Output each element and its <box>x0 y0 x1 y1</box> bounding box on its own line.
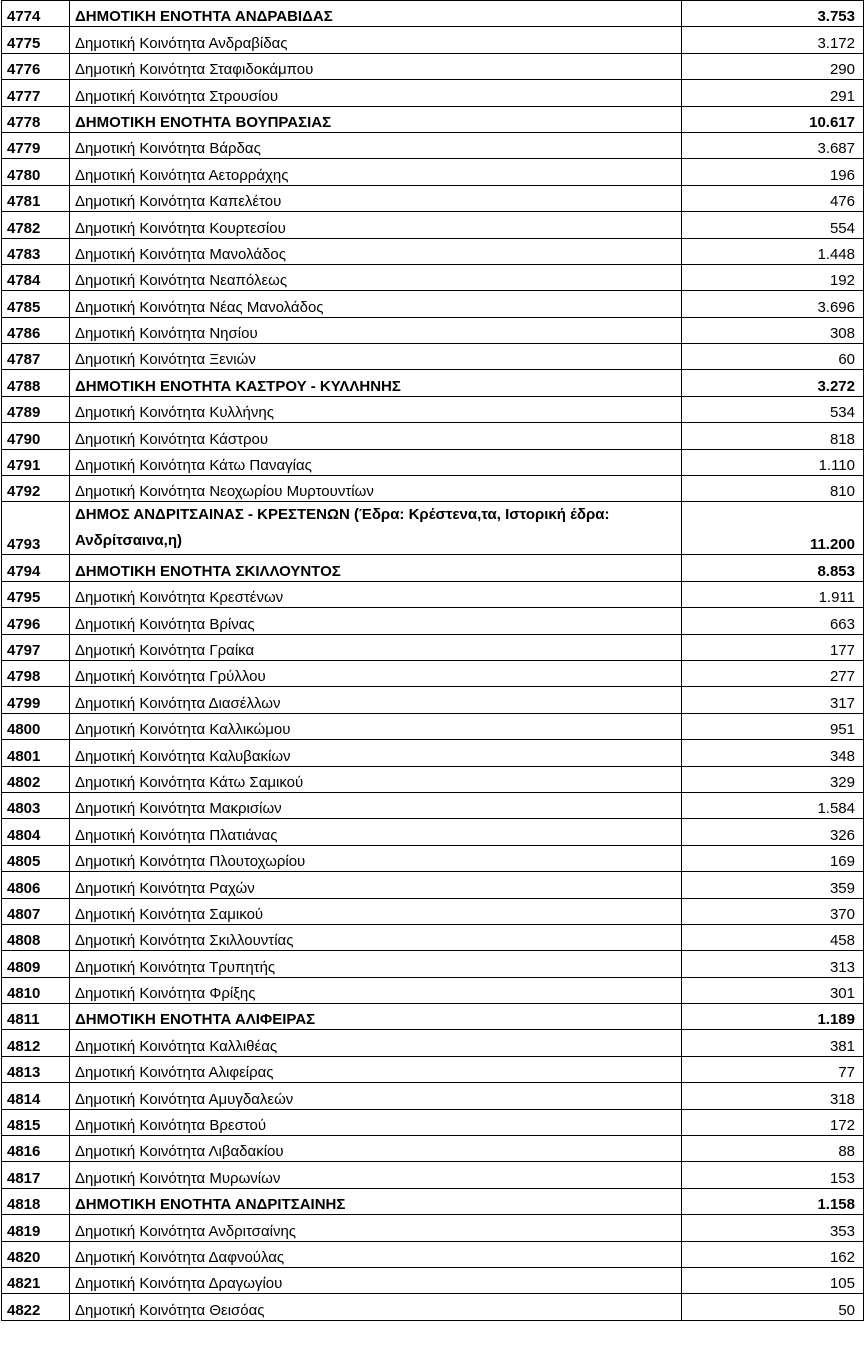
row-population: 291 <box>682 80 864 106</box>
row-code: 4777 <box>2 80 70 106</box>
row-population: 554 <box>682 212 864 238</box>
row-name: Δημοτική Κοινότητα Κρεστένων <box>70 581 682 607</box>
row-name: Δημοτική Κοινότητα Κυλλήνης <box>70 396 682 422</box>
table-row <box>2 396 864 422</box>
row-population: 370 <box>682 898 864 924</box>
table-row <box>2 291 864 317</box>
table-row <box>2 792 864 818</box>
row-name: Δημοτική Κοινότητα Μακρισίων <box>70 792 682 818</box>
table-row <box>2 53 864 79</box>
row-name: Δημοτική Κοινότητα Νησίου <box>70 317 682 343</box>
row-name: ΔΗΜΟΣ ΑΝΔΡΙΤΣΑΙΝΑΣ - ΚΡΕΣΤΕΝΩΝ (Έδρα: Κρέστενα,τα, Ιστορική έδρα: Ανδρίτσαινα,η) <box>70 502 682 555</box>
row-code: 4789 <box>2 396 70 422</box>
table-row <box>2 845 864 871</box>
table-row <box>2 27 864 53</box>
row-population: 313 <box>682 951 864 977</box>
row-code: 4781 <box>2 185 70 211</box>
table-row <box>2 1109 864 1135</box>
row-population: 318 <box>682 1083 864 1109</box>
row-code: 4819 <box>2 1215 70 1241</box>
row-code: 4775 <box>2 27 70 53</box>
row-population: 476 <box>682 185 864 211</box>
row-name: Δημοτική Κοινότητα Καλυβακίων <box>70 740 682 766</box>
row-population: 10.617 <box>682 106 864 132</box>
row-population: 1.189 <box>682 1004 864 1030</box>
row-population: 1.911 <box>682 581 864 607</box>
row-name: Δημοτική Κοινότητα Αετορράχης <box>70 159 682 185</box>
row-population: 50 <box>682 1294 864 1320</box>
row-code: 4809 <box>2 951 70 977</box>
row-population: 458 <box>682 924 864 950</box>
row-name: Δημοτική Κοινότητα Κάτω Σαμικού <box>70 766 682 792</box>
row-population: 3.172 <box>682 27 864 53</box>
row-population: 353 <box>682 1215 864 1241</box>
row-name: Δημοτική Κοινότητα Σταφιδοκάμπου <box>70 53 682 79</box>
row-code: 4806 <box>2 872 70 898</box>
row-code: 4778 <box>2 106 70 132</box>
row-code: 4814 <box>2 1083 70 1109</box>
row-population: 177 <box>682 634 864 660</box>
row-name: Δημοτική Κοινότητα Κάστρου <box>70 423 682 449</box>
row-name: Δημοτική Κοινότητα Γραίκα <box>70 634 682 660</box>
table-row <box>2 1136 864 1162</box>
row-population: 818 <box>682 423 864 449</box>
row-code: 4799 <box>2 687 70 713</box>
row-code: 4774 <box>2 1 70 27</box>
row-code: 4785 <box>2 291 70 317</box>
table-row-heading <box>2 502 864 555</box>
row-population: 3.696 <box>682 291 864 317</box>
row-population: 196 <box>682 159 864 185</box>
row-name: Δημοτική Κοινότητα Βρίνας <box>70 608 682 634</box>
row-name: Δημοτική Κοινότητα Γρύλλου <box>70 660 682 686</box>
row-name: ΔΗΜΟΤΙΚΗ ΕΝΟΤΗΤΑ ΑΛΙΦΕΙΡΑΣ <box>70 1004 682 1030</box>
row-code: 4816 <box>2 1136 70 1162</box>
table-row <box>2 1030 864 1056</box>
row-population: 153 <box>682 1162 864 1188</box>
table-row <box>2 159 864 185</box>
row-code: 4787 <box>2 344 70 370</box>
table-row <box>2 212 864 238</box>
row-population: 169 <box>682 845 864 871</box>
row-population: 11.200 <box>682 502 864 555</box>
row-population: 301 <box>682 977 864 1003</box>
row-code: 4812 <box>2 1030 70 1056</box>
row-population: 88 <box>682 1136 864 1162</box>
table-row <box>2 449 864 475</box>
row-code: 4811 <box>2 1004 70 1030</box>
table-row <box>2 924 864 950</box>
row-code: 4788 <box>2 370 70 396</box>
row-code: 4817 <box>2 1162 70 1188</box>
row-code: 4780 <box>2 159 70 185</box>
table-body <box>2 1 864 1321</box>
row-code: 4791 <box>2 449 70 475</box>
row-code: 4813 <box>2 1056 70 1082</box>
row-name: Δημοτική Κοινότητα Αλιφείρας <box>70 1056 682 1082</box>
row-code: 4800 <box>2 713 70 739</box>
table-row-heading <box>2 1188 864 1214</box>
table-row <box>2 872 864 898</box>
row-code: 4783 <box>2 238 70 264</box>
row-name: ΔΗΜΟΤΙΚΗ ΕΝΟΤΗΤΑ ΚΑΣΤΡΟΥ - ΚΥΛΛΗΝΗΣ <box>70 370 682 396</box>
row-name: Δημοτική Κοινότητα Δαφνούλας <box>70 1241 682 1267</box>
table-row <box>2 819 864 845</box>
row-code: 4796 <box>2 608 70 634</box>
row-code: 4786 <box>2 317 70 343</box>
row-population: 381 <box>682 1030 864 1056</box>
table-row <box>2 898 864 924</box>
table-row <box>2 951 864 977</box>
row-name: Δημοτική Κοινότητα Ανδριτσαίνης <box>70 1215 682 1241</box>
table-row <box>2 660 864 686</box>
table-row <box>2 1056 864 1082</box>
row-code: 4802 <box>2 766 70 792</box>
row-name: Δημοτική Κοινότητα Ανδραβίδας <box>70 27 682 53</box>
table-row <box>2 1241 864 1267</box>
row-name: Δημοτική Κοινότητα Νεοχωρίου Μυρτουντίων <box>70 476 682 502</box>
row-population: 308 <box>682 317 864 343</box>
table-row <box>2 132 864 158</box>
table-row-heading <box>2 370 864 396</box>
row-name: Δημοτική Κοινότητα Καπελέτου <box>70 185 682 211</box>
row-population: 162 <box>682 1241 864 1267</box>
table-row <box>2 1083 864 1109</box>
table-row <box>2 264 864 290</box>
row-name: Δημοτική Κοινότητα Δραγωγίου <box>70 1267 682 1293</box>
row-name: Δημοτική Κοινότητα Τρυπητής <box>70 951 682 977</box>
row-code: 4784 <box>2 264 70 290</box>
row-population: 277 <box>682 660 864 686</box>
row-name: ΔΗΜΟΤΙΚΗ ΕΝΟΤΗΤΑ ΑΝΔΡΑΒΙΔΑΣ <box>70 1 682 27</box>
row-code: 4779 <box>2 132 70 158</box>
table-row <box>2 713 864 739</box>
table-row-heading <box>2 1 864 27</box>
table-row <box>2 766 864 792</box>
row-population: 317 <box>682 687 864 713</box>
row-name: Δημοτική Κοινότητα Αμυγδαλεών <box>70 1083 682 1109</box>
row-code: 4801 <box>2 740 70 766</box>
row-code: 4790 <box>2 423 70 449</box>
row-name: Δημοτική Κοινότητα Κουρτεσίου <box>70 212 682 238</box>
row-population: 1.158 <box>682 1188 864 1214</box>
row-population: 359 <box>682 872 864 898</box>
row-population: 951 <box>682 713 864 739</box>
table-row <box>2 581 864 607</box>
row-code: 4804 <box>2 819 70 845</box>
row-name: Δημοτική Κοινότητα Θεισόας <box>70 1294 682 1320</box>
population-table <box>1 0 864 1321</box>
row-name: Δημοτική Κοινότητα Διασέλλων <box>70 687 682 713</box>
row-name: Δημοτική Κοινότητα Βρεστού <box>70 1109 682 1135</box>
row-name: Δημοτική Κοινότητα Καλλιθέας <box>70 1030 682 1056</box>
table-row-heading <box>2 106 864 132</box>
row-population: 348 <box>682 740 864 766</box>
row-population: 1.448 <box>682 238 864 264</box>
table-row <box>2 634 864 660</box>
row-name: Δημοτική Κοινότητα Στρουσίου <box>70 80 682 106</box>
row-code: 4793 <box>2 502 70 555</box>
row-population: 8.853 <box>682 555 864 581</box>
row-name: ΔΗΜΟΤΙΚΗ ΕΝΟΤΗΤΑ ΣΚΙΛΛΟΥΝΤΟΣ <box>70 555 682 581</box>
row-code: 4776 <box>2 53 70 79</box>
row-name: ΔΗΜΟΤΙΚΗ ΕΝΟΤΗΤΑ ΒΟΥΠΡΑΣΙΑΣ <box>70 106 682 132</box>
table-row <box>2 344 864 370</box>
row-population: 326 <box>682 819 864 845</box>
table-row <box>2 1215 864 1241</box>
row-code: 4818 <box>2 1188 70 1214</box>
row-population: 1.110 <box>682 449 864 475</box>
row-name: Δημοτική Κοινότητα Σκιλλουντίας <box>70 924 682 950</box>
row-code: 4810 <box>2 977 70 1003</box>
row-code: 4797 <box>2 634 70 660</box>
row-name: Δημοτική Κοινότητα Βάρδας <box>70 132 682 158</box>
row-population: 77 <box>682 1056 864 1082</box>
row-code: 4782 <box>2 212 70 238</box>
row-population: 3.753 <box>682 1 864 27</box>
row-population: 192 <box>682 264 864 290</box>
table-row <box>2 423 864 449</box>
row-code: 4820 <box>2 1241 70 1267</box>
row-name: ΔΗΜΟΤΙΚΗ ΕΝΟΤΗΤΑ ΑΝΔΡΙΤΣΑΙΝΗΣ <box>70 1188 682 1214</box>
row-population: 290 <box>682 53 864 79</box>
row-population: 3.687 <box>682 132 864 158</box>
table-row <box>2 1162 864 1188</box>
table-row <box>2 185 864 211</box>
row-code: 4821 <box>2 1267 70 1293</box>
row-population: 534 <box>682 396 864 422</box>
row-code: 4803 <box>2 792 70 818</box>
row-code: 4792 <box>2 476 70 502</box>
row-population: 329 <box>682 766 864 792</box>
row-code: 4798 <box>2 660 70 686</box>
row-code: 4794 <box>2 555 70 581</box>
row-name: Δημοτική Κοινότητα Νεαπόλεως <box>70 264 682 290</box>
row-population: 172 <box>682 1109 864 1135</box>
row-name: Δημοτική Κοινότητα Καλλικώμου <box>70 713 682 739</box>
row-population: 60 <box>682 344 864 370</box>
row-name: Δημοτική Κοινότητα Μυρωνίων <box>70 1162 682 1188</box>
table-row <box>2 1267 864 1293</box>
row-code: 4795 <box>2 581 70 607</box>
row-name: Δημοτική Κοινότητα Σαμικού <box>70 898 682 924</box>
table-row <box>2 687 864 713</box>
row-name: Δημοτική Κοινότητα Ξενιών <box>70 344 682 370</box>
row-code: 4822 <box>2 1294 70 1320</box>
row-population: 3.272 <box>682 370 864 396</box>
row-population: 1.584 <box>682 792 864 818</box>
row-name: Δημοτική Κοινότητα Πλατιάνας <box>70 819 682 845</box>
row-name: Δημοτική Κοινότητα Κάτω Παναγίας <box>70 449 682 475</box>
table-row <box>2 608 864 634</box>
row-code: 4815 <box>2 1109 70 1135</box>
row-name: Δημοτική Κοινότητα Φρίξης <box>70 977 682 1003</box>
row-population: 663 <box>682 608 864 634</box>
table-row <box>2 977 864 1003</box>
row-name: Δημοτική Κοινότητα Ραχών <box>70 872 682 898</box>
table-row <box>2 1294 864 1320</box>
row-population: 105 <box>682 1267 864 1293</box>
row-code: 4808 <box>2 924 70 950</box>
table-row-heading <box>2 555 864 581</box>
row-code: 4807 <box>2 898 70 924</box>
table-row <box>2 740 864 766</box>
row-name: Δημοτική Κοινότητα Νέας Μανολάδος <box>70 291 682 317</box>
table-row <box>2 317 864 343</box>
table-row <box>2 476 864 502</box>
row-population: 810 <box>682 476 864 502</box>
row-name: Δημοτική Κοινότητα Λιβαδακίου <box>70 1136 682 1162</box>
table-row <box>2 80 864 106</box>
row-code: 4805 <box>2 845 70 871</box>
table-row <box>2 238 864 264</box>
row-name: Δημοτική Κοινότητα Πλουτοχωρίου <box>70 845 682 871</box>
table-row-heading <box>2 1004 864 1030</box>
row-name: Δημοτική Κοινότητα Μανολάδος <box>70 238 682 264</box>
